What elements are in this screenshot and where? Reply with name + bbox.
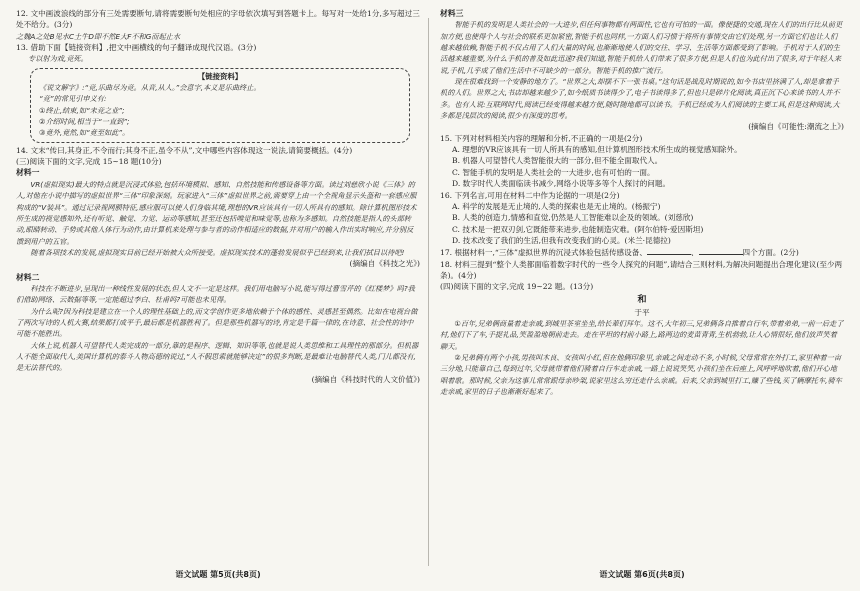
section-four-heading: (四)阅读下面的文字,完成 19~22 题。(13分)	[440, 282, 594, 292]
question-17	[440, 246, 844, 258]
page-5	[16, 8, 420, 580]
material-three-title: 材料三	[440, 9, 464, 18]
material-three-source: (摘编自《可能性:潮流之上》)	[748, 122, 844, 132]
answer-blank-2[interactable]	[699, 246, 743, 255]
link-material-line: ②介绍时间,相当于“一直到”;	[39, 117, 130, 127]
option-15-a: A. 理想的VR应该具有一切人所具有的感知,但计算机图形技术所生成的视觉感知除外。	[452, 145, 742, 155]
handwritten-answer-13: 专以射为戏,竞死。	[28, 54, 88, 64]
question-17-sep: 、	[690, 248, 699, 258]
answer-blank-1[interactable]	[647, 246, 691, 255]
story-paragraph: ②兄弟俩有两个小孩,男孩叫木良、女孩叫小红,但在他俩印象里,亲戚之间走动不多,小时候,父母常常在外打工,家里种着一亩三分地,只能靠自己,每到过年,父母就带着他们骑着自行车走亲戚,一路上说说笑笑,小孩们坐在后座上,风呼呼地吹着,他们开心地唱着歌。那时候,父亲为这事儿常常跟母亲吵架,说家里这么穷还走什么亲戚。后来,父亲到城里打工,赚了些钱,买了辆摩托车,骑车走亲戚,家里的日子也渐渐好起来了。	[440, 352, 842, 396]
handwritten-answer-12: 之魏A之处B见水C土牛D即不然E大F不和G而起止水	[16, 31, 181, 41]
link-material-line: ③竟外,竟然,如“竟至如此”。	[39, 128, 130, 138]
link-material-box	[30, 68, 410, 143]
question-15: 15. 下列对材料相关内容的理解和分析,不正确的一项是(2分)	[440, 133, 643, 143]
material-two-paragraph: 大体上说,机器人可望替代人类完成的一部分,靠的是程序、逻辑、知识等等,也就是说人类思维和工具理性的那部分。但机器人不能全面取代人,美国计算机的泰斗人物高德纳说过,“人不假思索就能够决定”的很多判断,是最难让电脑替代人类,门儿都没有,是无法替代的。	[16, 340, 419, 373]
question-18: 18. 材料三提到“整个人类都面临着数字时代的一些令人探究的问题”,请结合三则材料,为解决问题提出合理化建议(至少两条)。(4分)	[440, 259, 843, 280]
story-paragraph: ①百年,兄弟俩商量着走亲戚,到城里茶室坐坐,给长辈们拜年。这不,大年初三,兄弟俩各自推着自行车,带着弟弟,一前一后走了村,他们下了车,手提礼品,笑盈盈地朝前走去。走在平坦的村前小路上,路两边的麦苗青青,生机勃勃,让人心情很好,他们放声笑着聊天。	[440, 318, 844, 351]
link-material-line: “竞”的常见引申义有:	[39, 94, 107, 104]
option-16-b: B. 人类的创造力,情感和直觉,仍然是人工智能难以企及的领域。(刘慈欣)	[452, 213, 694, 223]
story-author: 于平	[634, 307, 650, 317]
question-16: 16. 下列名言,可用在材料二中作为论据的一项是(2分)	[440, 190, 620, 200]
material-two-paragraph: 科技在不断进步,呈现出一种线性发展的状态,但人文不一定是这样。我们用电脑写小说,能写得过曹雪芹的《红楼梦》吗?我们借助网络、云数据等等,一定能超过李白、杜甫吗?可能也未见得。	[16, 283, 415, 305]
option-15-b: B. 机器人可望替代人类智能很大的一部分,但不能全面取代人。	[452, 156, 663, 166]
option-16-c: C. 技术是一把双刃剑,它既能带来进步,也能制造灾难。(阿尔伯特·爱因斯坦)	[452, 224, 704, 234]
page-footer: 语文试题 第5页(共8页)	[175, 569, 261, 579]
material-one-source: (摘编自《科技之光》)	[349, 259, 420, 269]
material-one-title: 材料一	[16, 168, 40, 178]
material-two-paragraph: 为什么呢?因为科技是建立在一个人的理性基础上的,而文学创作更多地依赖于个体的感性、灵感甚至偶然。比如在电视台做了两次写诗的人机大赛,结果都打成平手,最后都是机器胜利了。但是那些机器写的诗,肯定是千篇一律的,在诗意、社会性的诗中可能不能胜出。	[16, 306, 418, 339]
material-one-paragraph: VR(虚拟现实)最大的特点就是沉浸式体验,包括环境模拟、感知、自然技能和传感设备等方面。读过刘慈欣小说《三体》的人,对他在小说中描写的虚拟世界“三体”印象深刻。玩家进入“三体”虚拟世界之前,需要穿上由一个全视角显示头盔和一套感应服构成的“V装具”。通过记录视网膜特征,感应服可以使人们身临其境,理想的VR应该具有一切人所具有的感知。除计算机图形技术所生成的视觉感知外,还有听觉、触觉、力觉、运动等感知,甚至还包括嗅觉和味觉等,也称为多感知。自然技能是指人的头部转动,眼睛转动、手势或其他人体行为动作,由计算机来处理与参与者的动作相适应的数据,并对用户的输入作出实时响应,并分别反馈到用户的五官。	[16, 179, 417, 246]
option-16-a: A. 科学的发展是无止境的,人类的探索也是无止境的。(杨振宁)	[452, 201, 661, 211]
link-material-title: 【链接资料】	[197, 71, 243, 81]
material-two-title: 材料二	[16, 272, 40, 282]
page-6	[440, 8, 844, 580]
link-material-line: ①终止,结束,如“未竞之业”;	[39, 105, 125, 115]
question-17-text: 17. 根据材料一,“三体”虚拟世界的沉浸式体验包括传感设备、	[440, 248, 647, 258]
material-one-paragraph: 随着各项技术的发展,虚拟现实目前已经开始被大众所接受。虚拟现实技术的蓬勃发展似乎已经到来,让我们拭目以待吧!	[30, 247, 405, 257]
story-title: 和	[637, 294, 647, 305]
page-divider	[428, 18, 429, 566]
material-two-source: (摘编自《科技时代的人文价值》)	[311, 374, 420, 384]
link-material-line: 《说文解字》:“竞,乐曲尽为竞。从音,从人。”会意字,本义是乐曲终止。	[39, 83, 261, 93]
option-16-d: D. 技术改变了我们的生活,但我有改变我们的心灵。(米兰·昆德拉)	[452, 235, 671, 245]
question-14: 14. 文末“传曰,其身正,不令而行;其身不正,虽令不从”,文中哪些内容体现这一说法,请简要概括。(4分)	[16, 145, 353, 155]
question-17-suffix: 四个方面。(2分)	[742, 248, 799, 258]
option-15-c: C. 智能手机的发明是人类社会的一大进步,也有可怕的一面。	[452, 167, 655, 177]
option-15-d: D. 数字时代人类面临读书减少,网络小说等多等个人探讨的问题。	[452, 179, 671, 189]
section-three-heading: (三)阅读下面的文字,完成 15~18 题(10分)	[16, 157, 162, 167]
question-12: 12. 文中画波浪线的部分有三处需要断句,请将需要断句处相应的字母依次填写到答题卡上。每写对一处给1分,多写超过三处不给分。(3分)	[16, 9, 420, 30]
material-three-paragraph: 现在很难找到一个安静的地方了。“世界之大,却摆不下一张书桌。”这句话是战乱时期说的,如今书店里挤满了人,却是拿着手机的人们。世界之大,书店却越来越少了,如今纸质书读得少了,电子书读得多了,但也只是碎片化阅读,真正沉下心来读书的人并不多。也有人说:互联网时代,阅读已经变得越来越方便,随时随地都可以读书。手机已经成为人们阅读的主要工具,但是这种阅读,大多都是浅层次的阅读,很少有深度的思考。	[440, 77, 840, 121]
question-13: 13. 借助下面【链接资料】,把文中画横线的句子翻译成现代汉语。(3分)	[16, 43, 257, 53]
material-three-paragraph: 智能手机的发明是人类社会的一大进步,但任何事物都有两面性,它也有可怕的一面。像便捷的交通,现在人们的出行比从前更加方便,也使得个人与社会的联系更加紧密,智能手机也同样,一方面人们习惯于将所有事情交由它们处理,另一方面它们也让人们越来越依赖,智能手机不仅占用了人们大量的时间,也渐渐地使人们的交往、学习、生活等方面都受到了影响。手机对于人们的生活越来越重要,为什么手机的普及如此迅速?我们知道,智能手机给人们带来了很多方便,但是人们也为此付出了很多,对于年轻人来说,手机,几乎成了他们生活中不可缺少的一部分。智能手机的推广流行。	[440, 20, 843, 75]
page-footer: 语文试题 第6页(共8页)	[599, 569, 685, 579]
